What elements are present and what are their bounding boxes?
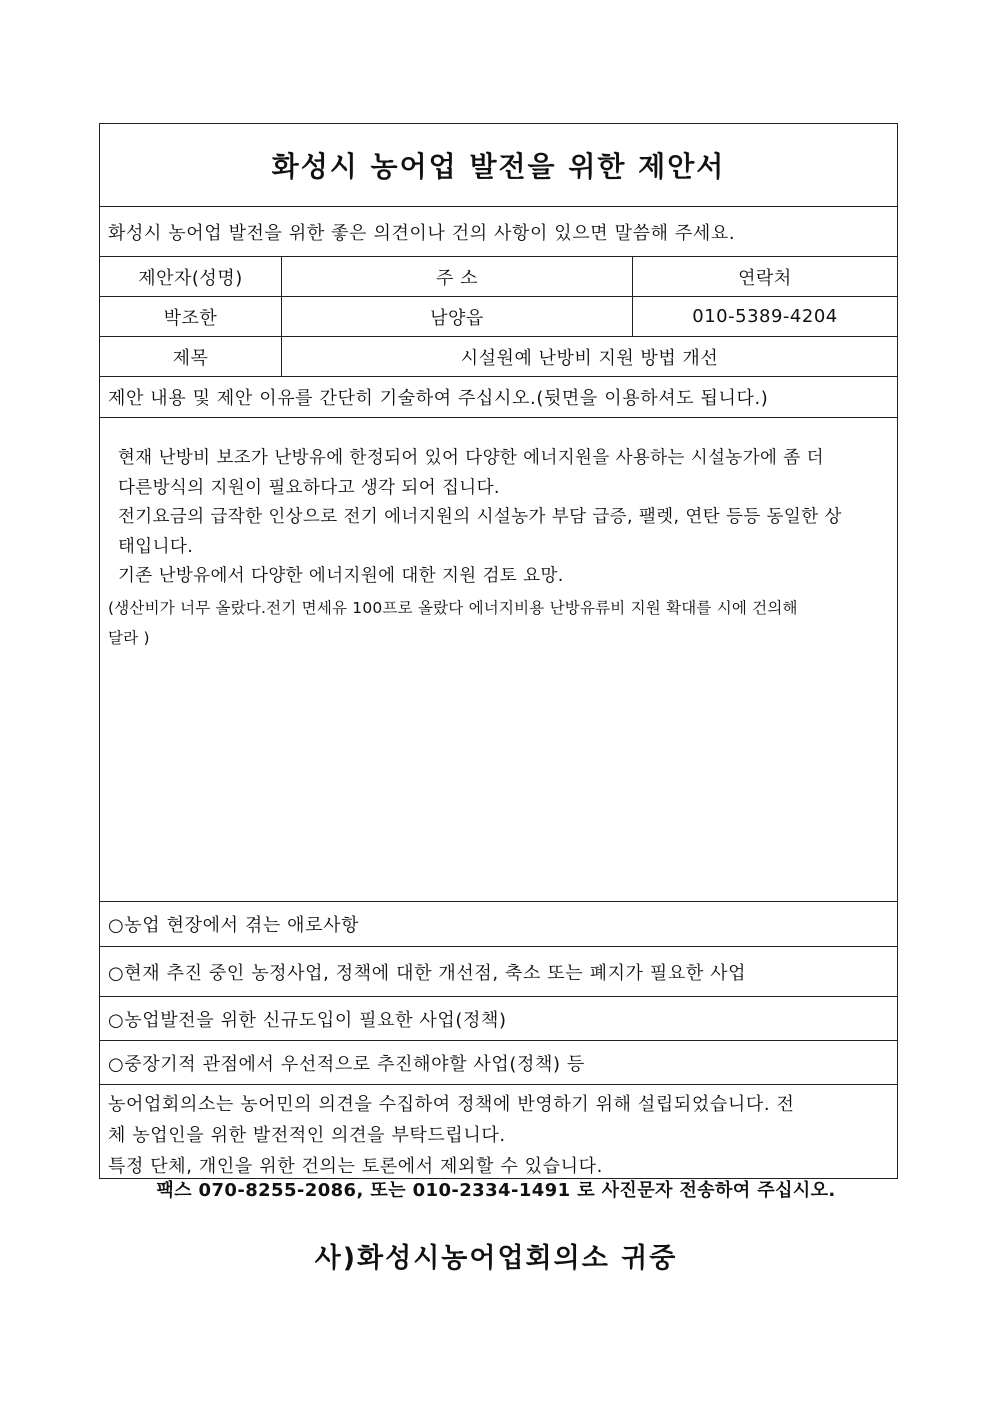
subject-label: 제목 — [172, 347, 209, 369]
question-row — [100, 996, 897, 1040]
content-line: 태입니다. — [118, 536, 194, 557]
question-text: ○농업발전을 위한 신규도입이 필요한 사업(정책) — [108, 1009, 507, 1031]
content-line: 현재 난방비 보조가 난방유에 한정되어 있어 다양한 에너지원을 사용하는 시설농가에 좀 더 — [118, 448, 824, 468]
proposer-name: 박조한 — [163, 307, 218, 329]
contact-header: 연락처 — [632, 257, 897, 296]
form-title: 화성시 농어업 발전을 위한 제안서 — [271, 150, 726, 183]
proposal-content-area — [100, 417, 897, 901]
content-line: 달라 ) — [108, 628, 150, 647]
address-value: 남양읍 — [281, 297, 632, 336]
notice-row — [100, 1084, 897, 1178]
proposal-form — [99, 123, 898, 1179]
question-text: ○중장기적 관점에서 우선적으로 추진해야할 사업(정책) 등 — [108, 1053, 585, 1075]
notice-line: 농어업회의소는 농어민의 의견을 수집하여 정책에 반영하기 위해 설립되었습니다. 전 — [108, 1094, 795, 1115]
subject-value: 시설원예 난방비 지원 방법 개선 — [281, 337, 897, 376]
notice-line: 특정 단체, 개인을 위한 건의는 토론에서 제외할 수 있습니다. — [108, 1156, 603, 1177]
guide-text: 제안 내용 및 제안 이유를 간단히 기술하여 주십시오.(뒷면을 이용하셔도 됩니다.) — [108, 388, 769, 409]
proposer-header: 제안자(성명) — [138, 267, 243, 289]
address-header: 주 소 — [281, 257, 632, 296]
question-text: ○현재 추진 중인 농정사업, 정책에 대한 개선점, 축소 또는 폐지가 필요한 사업 — [108, 962, 747, 984]
content-line: 기존 난방유에서 다양한 에너지원에 대한 지원 검토 요망. — [118, 566, 564, 586]
content-line: 다른방식의 지원이 필요하다고 생각 되어 집니다. — [118, 477, 500, 498]
intro-row — [100, 206, 897, 256]
subject-row — [100, 336, 897, 376]
contact-value: 010-5389-4204 — [632, 297, 897, 336]
guide-row — [100, 376, 897, 417]
notice-line: 체 농업인을 위한 발전적인 의견을 부탁드립니다. — [108, 1125, 506, 1146]
header-row — [100, 256, 897, 296]
question-text: ○농업 현장에서 겪는 애로사항 — [108, 915, 360, 936]
question-row — [100, 901, 897, 946]
proposer-info-row — [100, 296, 897, 336]
fax-instruction: 팩스 070-8255-2086, 또는 010-2334-1491 로 사진문자 전송하여 주십시오. — [156, 1180, 836, 1201]
question-row — [100, 946, 897, 996]
question-row — [100, 1040, 897, 1084]
intro-text: 화성시 농어업 발전을 위한 좋은 의견이나 건의 사항이 있으면 말씀해 주세요. — [108, 222, 736, 244]
content-line: 전기요금의 급작한 인상으로 전기 에너지원의 시설농가 부담 급증, 팰렛, 연탄 등등 동일한 상 — [118, 507, 842, 527]
footer-addressee: 사)화성시농어업회의소 귀중 — [314, 1243, 678, 1274]
content-line: (생산비가 너무 올랐다.전기 면세유 100프로 올랐다 에너지비용 난방유류비 지원 확대를 시에 건의해 — [108, 598, 798, 617]
title-row — [100, 124, 897, 206]
